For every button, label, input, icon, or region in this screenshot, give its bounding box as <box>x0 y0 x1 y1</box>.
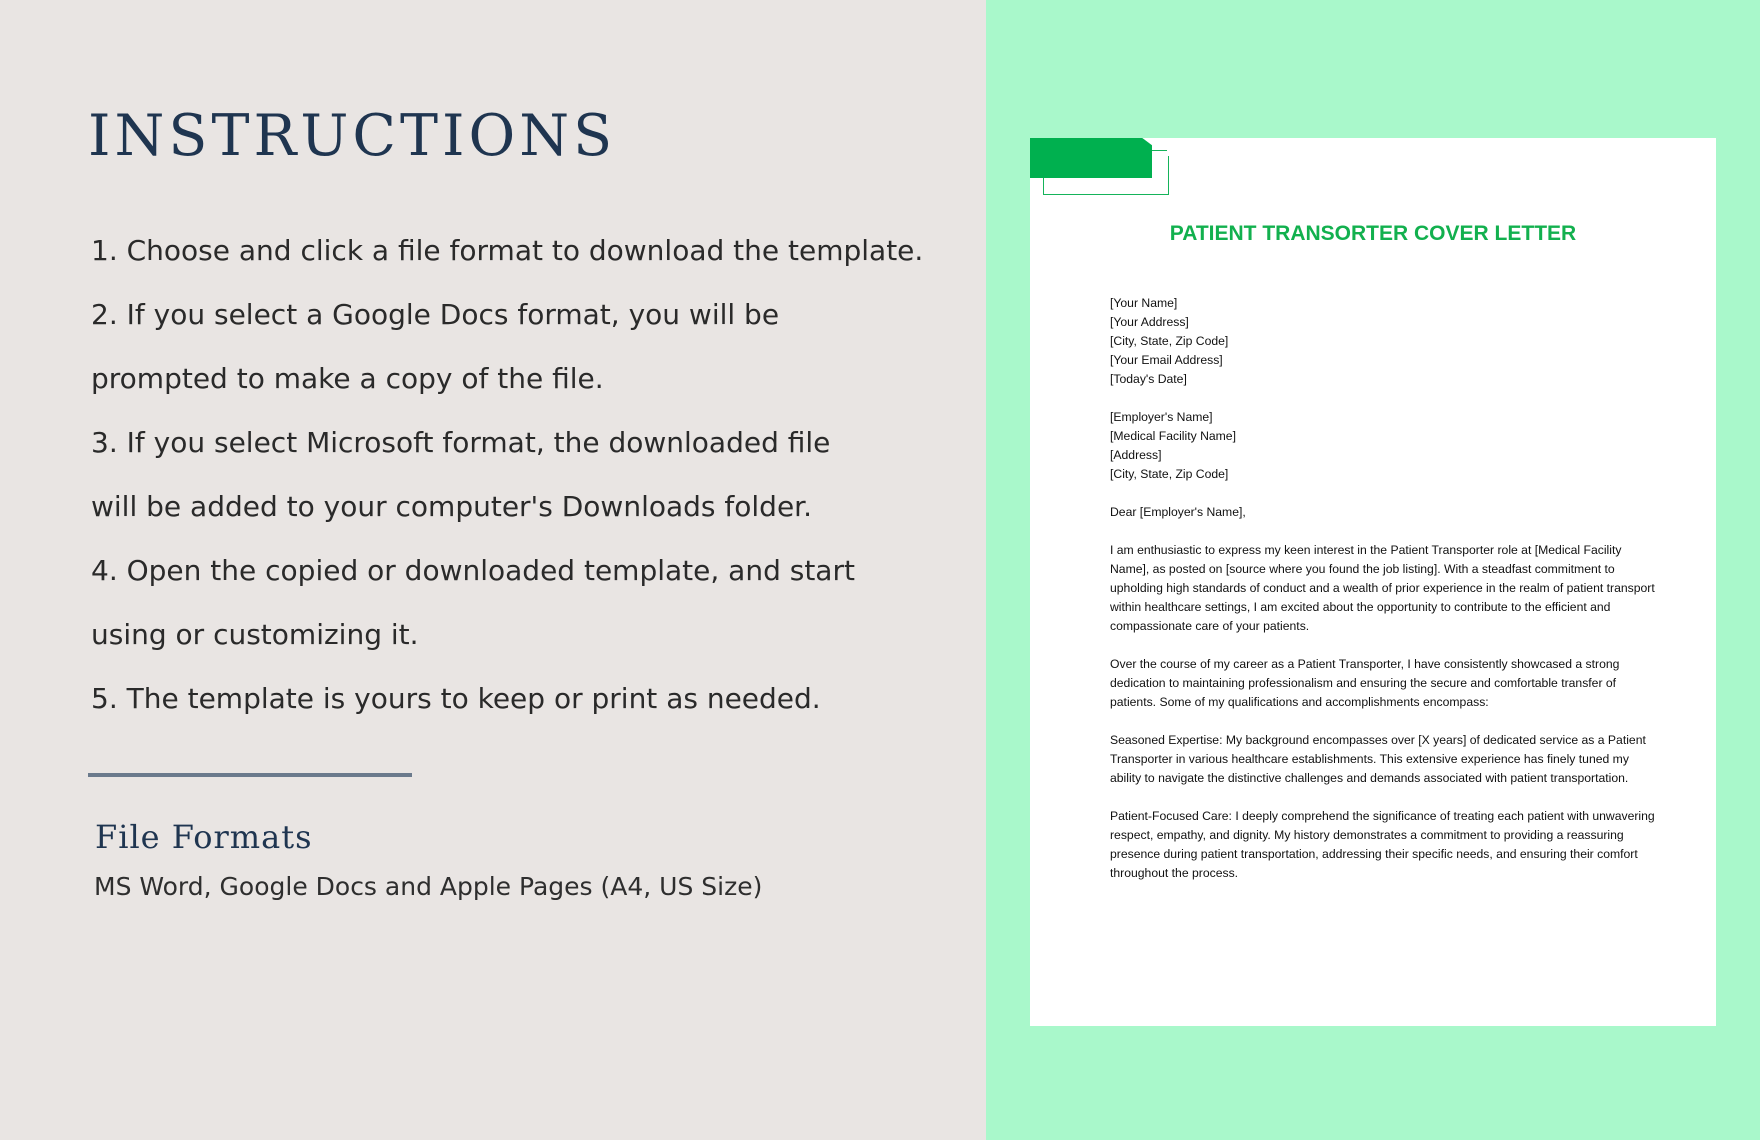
sender-block: [Your Name] [Your Address] [City, State, Zip Code] [Your Email Address] [Today's Date] <box>1110 296 1229 386</box>
recipient-block: [Employer's Name] [Medical Facility Name] [Address] [City, State, Zip Code] <box>1110 410 1236 481</box>
letter-paragraph: I am enthusiastic to express my keen interest in the Patient Transporter role at [Medical Facility Name], as posted on [source where you found the job listing]. With a steadfast commitment to upholding high standards of conduct and a wealth of prior experience in the realm of patient transport within healthcare settings, I am excited about the opportunity to contribute to the efficient and compassionate care of your patients. <box>1110 543 1655 633</box>
header-tab-corner <box>1152 150 1167 157</box>
file-formats-title: File Formats <box>95 818 313 856</box>
salutation: Dear [Employer's Name], <box>1110 505 1246 519</box>
instruction-step-3: 3. If you select Microsoft format, the downloaded file will be added to your computer's Downloads folder. <box>91 426 831 523</box>
instruction-step-4: 4. Open the copied or downloaded template, and start using or customizing it. <box>91 554 855 651</box>
instruction-step-2: 2. If you select a Google Docs format, you will be prompted to make a copy of the file. <box>91 298 780 395</box>
instruction-steps <box>91 219 971 731</box>
letter-paragraph: Patient-Focused Care: I deeply comprehend the significance of treating each patient with unwavering respect, empathy, and dignity. My history demonstrates a commitment to providing a reassuring presence during patient transportation, addressing their specific needs, and ensuring their comfort throughout the process. <box>1110 809 1655 880</box>
letter-paragraph: Over the course of my career as a Patient Transporter, I have consistently showcased a strong dedication to maintaining professionalism and ensuring the secure and comfortable transfer of patients. Some of my qualifications and accomplishments encompass: <box>1110 657 1620 709</box>
letter-title: PATIENT TRANSORTER COVER LETTER <box>1169 222 1577 245</box>
letter-paragraph: Seasoned Expertise: My background encompasses over [X years] of dedicated service as a Patient Transporter in various healthcare establishments. This extensive experience has finely tuned my ability to navigate the distinctive challenges and demands associated with patient transportation. <box>1110 733 1646 785</box>
letter-body <box>1110 294 1655 902</box>
header-tab-decoration <box>1030 138 1152 178</box>
instruction-step-1: 1. Choose and click a file format to download the template. <box>91 234 924 267</box>
instructions-title: INSTRUCTIONS <box>88 103 617 169</box>
instruction-step-5: 5. The template is yours to keep or print as needed. <box>91 682 821 715</box>
divider <box>88 773 412 777</box>
file-formats-text: MS Word, Google Docs and Apple Pages (A4, US Size) <box>94 872 763 901</box>
